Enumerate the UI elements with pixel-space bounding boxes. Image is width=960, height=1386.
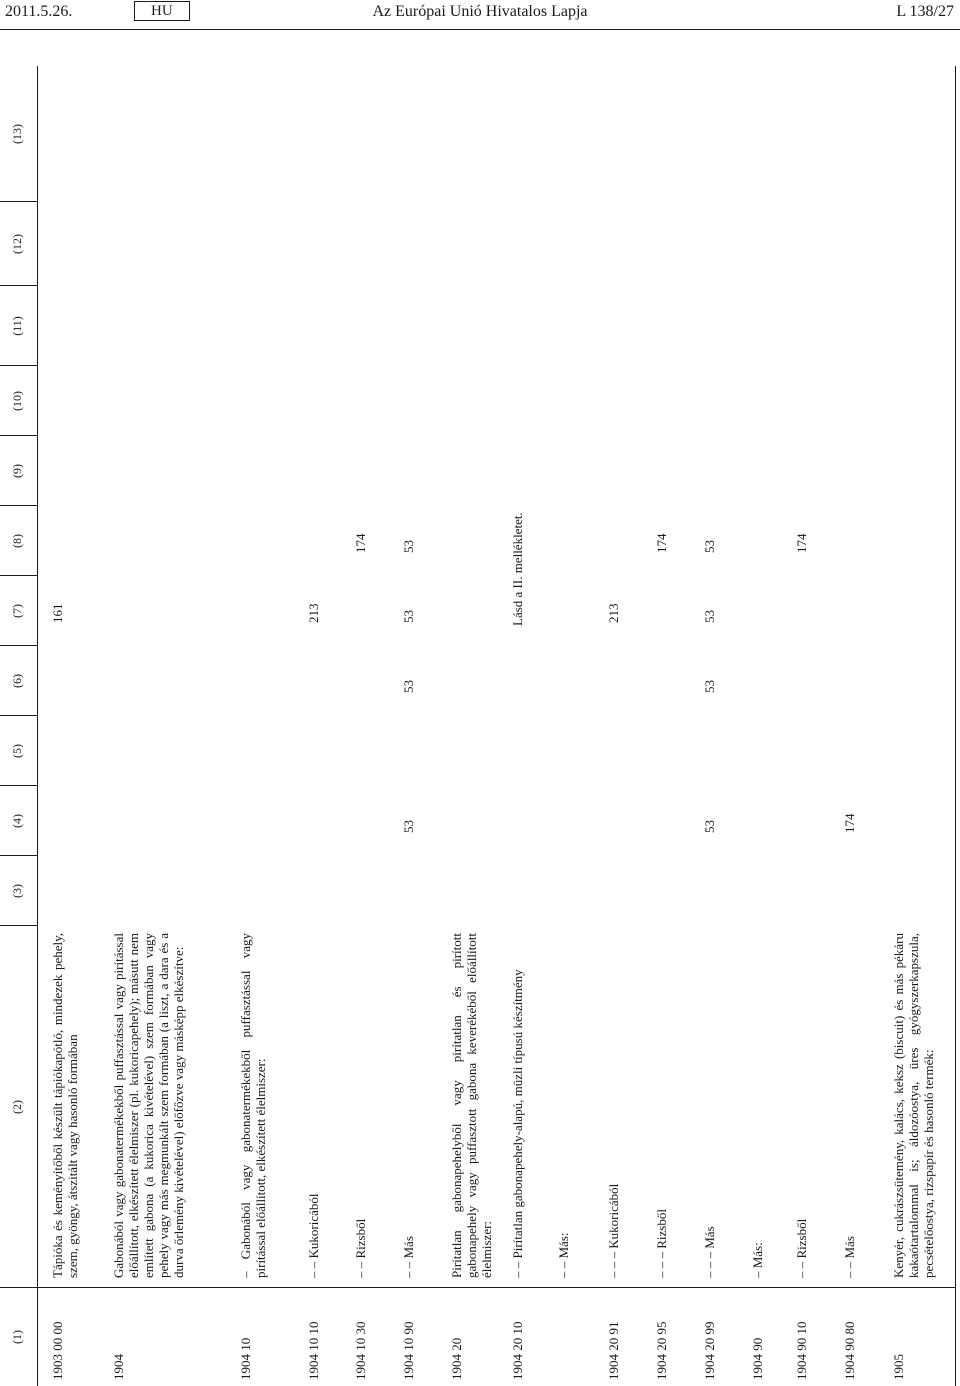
annex-note: Lásd a II. mellékletet. [510, 512, 525, 626]
product-description: – – – Kukoricából [606, 1183, 621, 1278]
value-c7: 53 [702, 610, 717, 623]
value-c8: 174 [794, 533, 809, 553]
tariff-code: 1904 10 [238, 1337, 253, 1380]
value-c7: 213 [606, 603, 621, 623]
column-divider [0, 855, 37, 856]
value-c7: 161 [50, 603, 65, 623]
col-header-9: (9) [10, 464, 24, 478]
table-bottom-rule [955, 66, 956, 1386]
product-description: – – Kukoricából [306, 1193, 321, 1278]
value-c8: 174 [654, 533, 669, 553]
tariff-code: 1904 20 99 [702, 1321, 717, 1380]
tariff-code: 1904 10 90 [401, 1321, 416, 1380]
tariff-code: 1904 10 30 [353, 1321, 368, 1380]
col-header-12: (12) [10, 234, 24, 254]
product-description: – – Más [842, 1236, 857, 1278]
page-header [0, 0, 960, 30]
tariff-code: 1904 20 10 [510, 1321, 525, 1380]
product-description: – – Rizsből [794, 1218, 809, 1278]
language-badge: HU [134, 1, 190, 21]
value-c6: 53 [401, 680, 416, 693]
tariff-code: 1904 90 80 [842, 1321, 857, 1380]
value-c7: 213 [306, 603, 321, 623]
col-header-7: (7) [10, 604, 24, 618]
col-header-5: (5) [10, 744, 24, 758]
value-c8: 53 [702, 540, 717, 553]
column-divider [0, 201, 37, 202]
tariff-code: 1904 20 [449, 1337, 464, 1380]
tariff-code: 1904 20 91 [606, 1321, 621, 1380]
product-description: – – – Más [702, 1226, 717, 1278]
column-divider [0, 365, 37, 366]
col-header-10: (10) [10, 391, 24, 411]
col-header-4: (4) [10, 814, 24, 828]
product-description: – – Rizsből [353, 1218, 368, 1278]
journal-title: Az Európai Unió Hivatalos Lapja [372, 3, 588, 20]
product-description: – – Pirítatlan gabonapehely-alapú, müzli típusú készítmény [510, 969, 525, 1278]
value-c6: 53 [702, 680, 717, 693]
tariff-code: 1905 [891, 1354, 906, 1380]
column-divider [0, 435, 37, 436]
column-divider [0, 505, 37, 506]
product-description: Gabonából vagy gabonatermékekből puffasztással vagy pirítással előállított, elkészített élelmiszer (pl. kukoricapehely); másutt nem említett gabona (a kukorica kivételével) szem formában vagy pehely vagy más megmunkált szem formában (a liszt, a dara és a durva őrlemény kivételével) előfőzve vagy másképp elkészítve: [111, 933, 186, 1278]
column-divider [0, 925, 37, 926]
col-header-3: (3) [10, 884, 24, 898]
product-description: Tápióka és keményítőből készült tápiókapótló, mindezek pehely, szem, gyöngy, átszitált vagy hasonló formában [50, 933, 80, 1278]
product-description: – – Más [401, 1236, 416, 1278]
column-divider [0, 785, 37, 786]
tariff-code: 1904 10 10 [306, 1321, 321, 1380]
tariff-code: 1904 20 95 [654, 1321, 669, 1380]
value-c8: 174 [353, 533, 368, 553]
page-reference: L 138/27 [896, 3, 954, 20]
header-rule [0, 29, 960, 30]
column-divider [0, 645, 37, 646]
product-description: – Gabonából vagy gabonatermékekből puffasztással vagy pirítással előállított, elkészített élelmiszer: [238, 933, 268, 1278]
product-description: – Más: [750, 1242, 765, 1278]
column-divider [0, 285, 37, 286]
tariff-code: 1904 90 [750, 1337, 765, 1380]
tariff-code: 1903 00 00 [50, 1321, 65, 1380]
column-divider [0, 1287, 955, 1288]
value-c4: 53 [702, 820, 717, 833]
col-header-13: (13) [10, 124, 24, 144]
value-c8: 53 [401, 540, 416, 553]
col-header-1: (1) [10, 1330, 24, 1344]
value-c4: 53 [401, 820, 416, 833]
product-description: Kenyér, cukrászsütemény, kalács, keksz (biscuit) és más pékáru kakaótartalommal is; áldozóostya, üres gyógyszerkapszula, pecsételőostya, rizspapír és hasonló termék: [891, 933, 936, 1278]
publication-date: 2011.5.26. [5, 3, 73, 20]
col-header-6: (6) [10, 674, 24, 688]
tariff-code: 1904 [111, 1354, 126, 1380]
product-description: – – – Rizsből [654, 1209, 669, 1278]
col-header-11: (11) [10, 316, 24, 336]
product-description: – – Más: [556, 1232, 571, 1278]
value-c4: 174 [842, 813, 857, 833]
col-header-2: (2) [10, 1100, 24, 1114]
value-c7: 53 [401, 610, 416, 623]
col-header-8: (8) [10, 534, 24, 548]
tariff-table [0, 66, 955, 1386]
column-divider [0, 715, 37, 716]
table-header [0, 66, 38, 1386]
tariff-code: 1904 90 10 [794, 1321, 809, 1380]
product-description: Pirítatlan gabonapehelyből vagy pirítatlan és pirított gabonapehely vagy puffasztott gabona keverékéből előállított élelmiszer: [449, 933, 494, 1278]
column-divider [0, 575, 37, 576]
